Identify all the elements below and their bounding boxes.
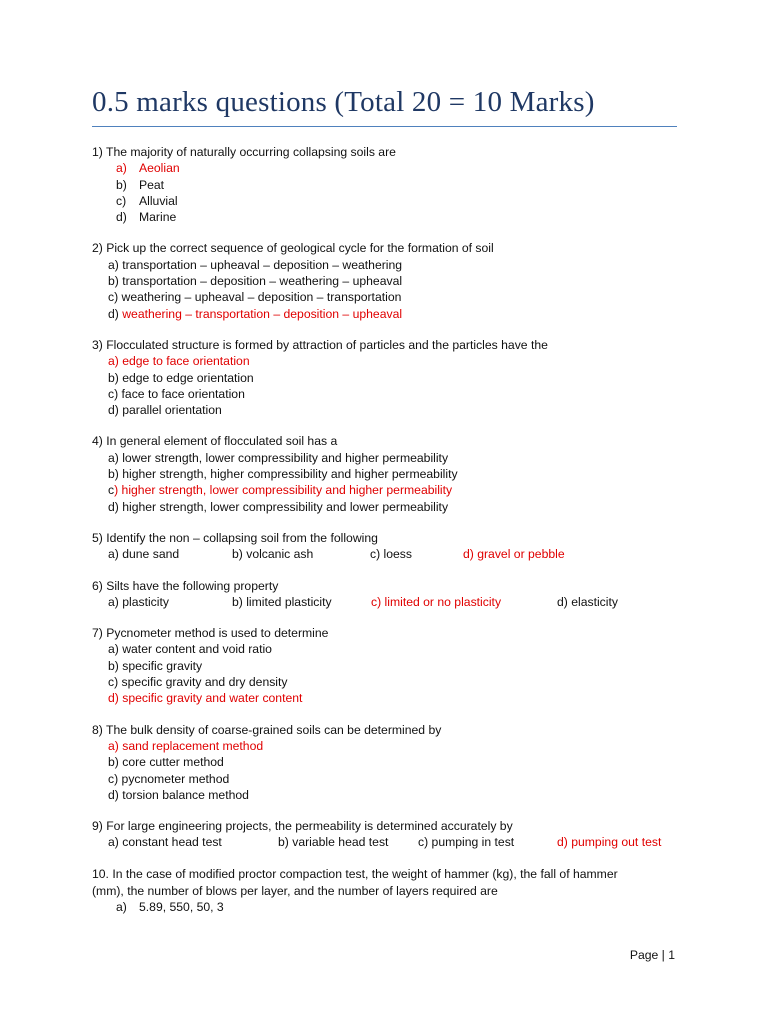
question-9-text: 9) For large engineering projects, the permeability is determined accurately by: [92, 819, 513, 834]
question-10-text-line-2: (mm), the number of blows per layer, and the number of layers required are: [92, 884, 498, 899]
option-letter: a): [116, 161, 127, 176]
question-9-option-a: a) constant head test: [108, 835, 222, 850]
question-3-option-a: a) edge to face orientation: [108, 354, 250, 369]
question-10-options: [92, 899, 692, 915]
question-list: [92, 144, 692, 931]
question-7-option-b: b) specific gravity: [108, 658, 203, 673]
question-3: [92, 337, 692, 418]
option-letter: b): [116, 177, 127, 192]
option-letter: d): [116, 210, 127, 225]
title-underline: [92, 126, 677, 127]
question-4-option-d: d) higher strength, lower compressibility and lower permeability: [108, 499, 449, 514]
question-1-option-c: [92, 193, 692, 209]
question-8: [92, 722, 692, 803]
question-8-text: 8) The bulk density of coarse-grained soils can be determined by: [92, 722, 442, 737]
question-6-option-d: d) elasticity: [557, 594, 618, 609]
question-3-option-b: b) edge to edge orientation: [108, 370, 254, 385]
question-2-text: 2) Pick up the correct sequence of geological cycle for the formation of soil: [92, 241, 494, 256]
question-5-option-a: a) dune sand: [108, 547, 180, 562]
correct-answer: ) higher strength, lower compressibility and higher permeability: [114, 483, 453, 498]
option-prefix: c: [108, 483, 115, 498]
option-text: Alluvial: [139, 193, 178, 208]
question-6-text: 6) Silts have the following property: [92, 578, 279, 593]
question-9-option-b: b) variable head test: [278, 835, 389, 850]
question-3-option-c: c) face to face orientation: [108, 386, 245, 401]
question-1-option-a: [92, 160, 692, 176]
question-4-option-a: a) lower strength, lower compressibility and higher permeability: [108, 450, 449, 465]
question-5-text: 5) Identify the non – collapsing soil from the following: [92, 530, 378, 545]
question-8-option-a: a) sand replacement method: [108, 738, 264, 753]
question-5-option-b: b) volcanic ash: [232, 547, 314, 562]
question-1-options: [92, 160, 692, 225]
question-6-options: [92, 594, 692, 610]
question-3-text: 3) Flocculated structure is formed by attraction of particles and the particles have the: [92, 337, 548, 352]
question-9-option-d: d) pumping out test: [557, 835, 662, 850]
question-1-text: 1) The majority of naturally occurring collapsing soils are: [92, 145, 396, 159]
option-letter: c): [116, 193, 127, 208]
question-4-option-b: b) higher strength, higher compressibility and higher permeability: [108, 467, 458, 482]
option-text: Peat: [139, 177, 165, 192]
page-number-footer: Page | 1: [629, 948, 675, 962]
question-10-option-a: [92, 899, 692, 915]
question-2-option-c: c) weathering – upheaval – deposition – transportation: [108, 290, 402, 305]
option-text: Aeolian: [139, 161, 180, 176]
question-6: [92, 578, 692, 611]
question-2-option-d: [92, 306, 692, 322]
page-title: 0.5 marks questions (Total 20 = 10 Marks): [92, 86, 595, 118]
question-7-option-c: c) specific gravity and dry density: [108, 675, 288, 690]
question-1-option-b: [92, 177, 692, 193]
question-7-option-d: d) specific gravity and water content: [108, 691, 303, 706]
question-4-text: 4) In general element of flocculated soil has a: [92, 434, 338, 449]
option-text: 5.89, 550, 50, 3: [139, 900, 224, 915]
question-3-option-d: d) parallel orientation: [108, 403, 222, 418]
question-4-option-c: [92, 482, 692, 498]
question-5-options: [92, 546, 692, 562]
question-10-text-line-1: 10. In the case of modified proctor compaction test, the weight of hammer (kg), the fall of hammer: [92, 866, 618, 881]
question-2: [92, 240, 692, 321]
question-1: [92, 144, 692, 225]
question-4: [92, 433, 692, 514]
question-8-option-b: b) core cutter method: [108, 755, 224, 770]
question-8-option-c: c) pycnometer method: [108, 771, 230, 786]
question-6-option-c: c) limited or no plasticity: [371, 594, 502, 609]
question-9: [92, 818, 692, 851]
question-9-option-c: c) pumping in test: [418, 835, 515, 850]
question-10: [92, 866, 692, 916]
option-text: Marine: [139, 210, 177, 225]
question-6-option-a: a) plasticity: [108, 594, 169, 609]
question-2-option-b: b) transportation – deposition – weathering – upheaval: [108, 274, 403, 289]
question-7-text: 7) Pycnometer method is used to determine: [92, 626, 329, 641]
question-7: [92, 625, 692, 706]
question-6-option-b: b) limited plasticity: [232, 594, 332, 609]
question-8-option-d: d) torsion balance method: [108, 787, 249, 802]
question-2-option-a: a) transportation – upheaval – deposition – weathering: [108, 257, 403, 272]
question-5-option-d: d) gravel or pebble: [463, 547, 565, 562]
question-7-option-a: a) water content and void ratio: [108, 642, 272, 657]
question-5: [92, 530, 692, 563]
option-prefix: d): [108, 306, 123, 321]
option-letter: a): [116, 900, 127, 915]
question-9-options: [92, 834, 692, 850]
question-1-option-d: [92, 209, 692, 225]
correct-answer: weathering – transportation – deposition – upheaval: [122, 306, 403, 321]
question-5-option-c: c) loess: [370, 547, 412, 562]
